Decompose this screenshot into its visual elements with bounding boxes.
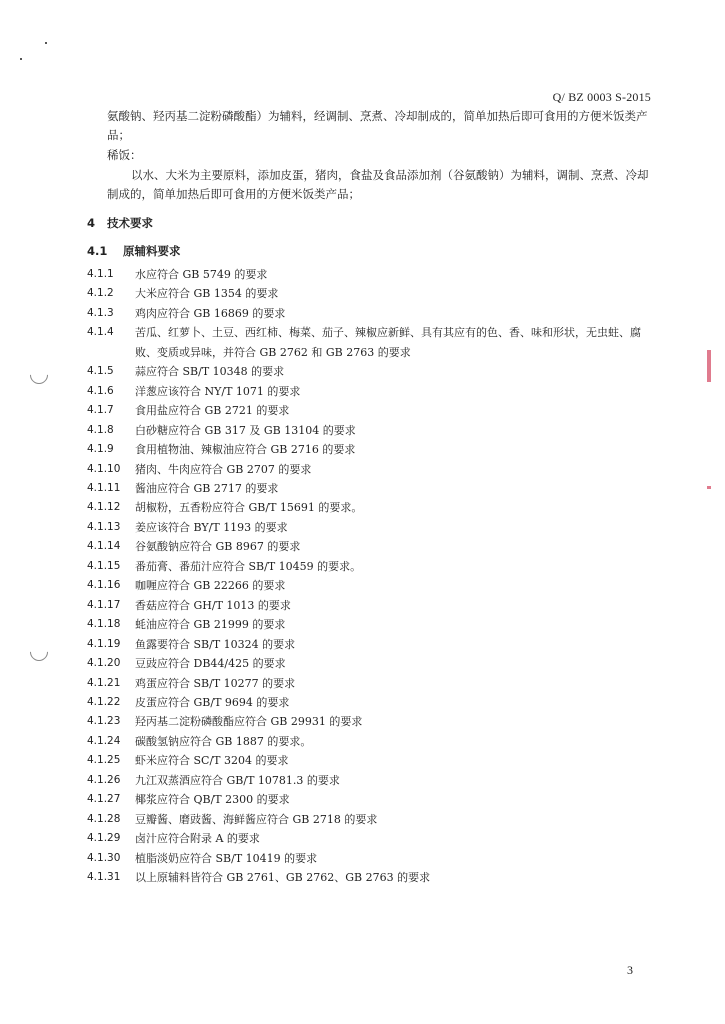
item-text: 白砂糖应符合 GB 317 及 GB 13104 的要求: [135, 423, 356, 437]
list-item: [87, 868, 657, 887]
item-number: 4.1.22: [87, 695, 121, 708]
item-number: 4.1.20: [87, 657, 121, 670]
item-text: 九江双蒸酒应符合 GB/T 10781.3 的要求: [135, 773, 340, 787]
item-text: 鸡肉应符合 GB 16869 的要求: [135, 306, 286, 320]
congee-definition: 以水、大米为主要原料，添加皮蛋，猪肉，食盐及食品添加剂（谷氨酸钠）为辅料，调制、烹煮、冷却制成的，简单加热后即可食用的方便米饭类产品；: [107, 168, 649, 201]
list-item: [87, 498, 657, 517]
item-number: 4.1.18: [87, 618, 121, 631]
scan-speck: [45, 42, 47, 44]
list-item: [87, 518, 657, 537]
item-text: 大米应符合 GB 1354 的要求: [135, 287, 279, 301]
item-text: 鱼露要符合 SB/T 10324 的要求: [135, 637, 296, 651]
item-number: 4.1.21: [87, 676, 121, 689]
binding-mark: [707, 486, 711, 489]
binding-mark: [707, 350, 711, 382]
item-text: 蚝油应符合 GB 21999 的要求: [135, 618, 286, 632]
list-item: [87, 596, 657, 615]
item-text: 酱油应符合 GB 2717 的要求: [135, 481, 279, 495]
item-text: 豆豉应符合 DB44/425 的要求: [135, 657, 286, 671]
list-item: [87, 674, 657, 693]
list-item: [87, 362, 657, 381]
list-item: [87, 537, 657, 556]
item-number: 4.1.11: [87, 481, 121, 494]
scan-speck: [20, 58, 22, 60]
item-text: 鸡蛋应符合 SB/T 10277 的要求: [135, 676, 296, 690]
item-text: 虾米应符合 SC/T 3204 的要求: [135, 754, 289, 768]
page-number: 3: [627, 963, 633, 977]
list-item: [87, 693, 657, 712]
list-item: [87, 323, 657, 362]
item-text: 植脂淡奶应符合 SB/T 10419 的要求: [135, 851, 318, 865]
item-number: 4.1.16: [87, 579, 121, 592]
punch-hole-mark: [26, 362, 51, 387]
requirements-list: [87, 265, 657, 888]
list-item: [87, 615, 657, 634]
item-number: 4.1.15: [87, 559, 121, 572]
item-text: 洋葱应该符合 NY/T 1071 的要求: [135, 384, 301, 398]
list-item: [87, 440, 657, 459]
section-title: 技术要求: [107, 216, 153, 230]
item-number: 4.1.2: [87, 287, 114, 300]
item-number: 4.1.28: [87, 812, 121, 825]
item-number: 4.1.9: [87, 443, 114, 456]
list-item: [87, 771, 657, 790]
item-number: 4.1.23: [87, 715, 121, 728]
item-text: 食用盐应符合 GB 2721 的要求: [135, 404, 290, 418]
list-item: [87, 304, 657, 323]
item-text: 蒜应符合 SB/T 10348 的要求: [135, 365, 285, 379]
punch-hole-mark: [26, 639, 51, 664]
item-number: 4.1.31: [87, 871, 121, 884]
congee-label: 稀饭：: [107, 148, 142, 162]
list-item: [87, 635, 657, 654]
list-item: [87, 576, 657, 595]
subsection-heading: [87, 243, 181, 259]
item-text: 卤汁应符合附录 A 的要求: [135, 832, 260, 846]
subsection-title: 原辅料要求: [123, 244, 181, 258]
item-text: 羟丙基二淀粉磷酸酯应符合 GB 29931 的要求: [135, 715, 363, 729]
section-number: 4: [87, 216, 96, 230]
intro-paragraph: 氨酸钠、羟丙基二淀粉磷酸酯）为辅料，经调制、烹煮、冷却制成的，简单加热后即可食用的方便米饭类产品；: [107, 109, 648, 142]
list-item: [87, 284, 657, 303]
item-number: 4.1.30: [87, 851, 121, 864]
list-item: [87, 382, 657, 401]
item-text: 咖喱应符合 GB 22266 的要求: [135, 579, 286, 593]
item-number: 4.1.4: [87, 326, 114, 339]
list-item: [87, 557, 657, 576]
list-item: [87, 401, 657, 420]
list-item: [87, 732, 657, 751]
item-number: 4.1.24: [87, 734, 121, 747]
list-item: [87, 810, 657, 829]
item-text: 姜应该符合 BY/T 1193 的要求: [135, 520, 288, 534]
item-text: 胡椒粉，五香粉应符合 GB/T 15691 的要求。: [135, 501, 363, 515]
subsection-number: 4.1: [87, 244, 108, 258]
item-number: 4.1.25: [87, 754, 121, 767]
item-number: 4.1.26: [87, 773, 121, 786]
list-item: [87, 751, 657, 770]
item-text: 猪肉、牛肉应符合 GB 2707 的要求: [135, 462, 312, 476]
item-text: 食用植物油、辣椒油应符合 GB 2716 的要求: [135, 443, 356, 457]
item-number: 4.1.1: [87, 268, 114, 280]
list-item: [87, 479, 657, 498]
item-number: 4.1.12: [87, 501, 121, 514]
list-item: [87, 790, 657, 809]
item-number: 4.1.17: [87, 598, 121, 611]
item-number: 4.1.5: [87, 365, 114, 378]
item-number: 4.1.14: [87, 540, 121, 553]
item-number: 4.1.19: [87, 637, 121, 650]
item-text: 以上原辅料皆符合 GB 2761、GB 2762、GB 2763 的要求: [135, 871, 431, 885]
item-text: 碳酸氢钠应符合 GB 1887 的要求。: [135, 734, 312, 748]
item-number: 4.1.8: [87, 423, 114, 436]
item-text: 香菇应符合 GH/T 1013 的要求: [135, 598, 291, 612]
item-number: 4.1.3: [87, 306, 114, 319]
item-number: 4.1.27: [87, 793, 121, 806]
list-item: [87, 654, 657, 673]
list-item: [87, 829, 657, 848]
list-item: [87, 712, 657, 731]
list-item: [87, 849, 657, 868]
item-text: 水应符合 GB 5749 的要求: [135, 268, 268, 281]
section-heading: [87, 215, 153, 231]
item-number: 4.1.13: [87, 520, 121, 533]
item-text: 椰浆应符合 QB/T 2300 的要求: [135, 793, 290, 807]
list-item: [87, 421, 657, 440]
document-code: Q/ BZ 0003 S-2015: [552, 90, 651, 104]
item-text: 豆瓣酱、磨豉酱、海鲜酱应符合 GB 2718 的要求: [135, 812, 378, 826]
item-text: 谷氨酸钠应符合 GB 8967 的要求: [135, 540, 301, 554]
list-item: [87, 460, 657, 479]
item-text: 苦瓜、红萝卜、土豆、西红柿、梅菜、茄子、辣椒应新鲜、具有其应有的色、香、味和形状，无虫蛀、腐败、变质或异味，并符合 GB 2762 和 GB 2763 的要求: [135, 326, 641, 359]
item-number: 4.1.7: [87, 404, 114, 417]
item-number: 4.1.29: [87, 832, 121, 845]
item-number: 4.1.10: [87, 462, 121, 475]
list-item: [87, 265, 657, 284]
item-text: 番茄膏、番茄汁应符合 SB/T 10459 的要求。: [135, 559, 362, 573]
item-number: 4.1.6: [87, 384, 114, 397]
item-text: 皮蛋应符合 GB/T 9694 的要求: [135, 695, 290, 709]
